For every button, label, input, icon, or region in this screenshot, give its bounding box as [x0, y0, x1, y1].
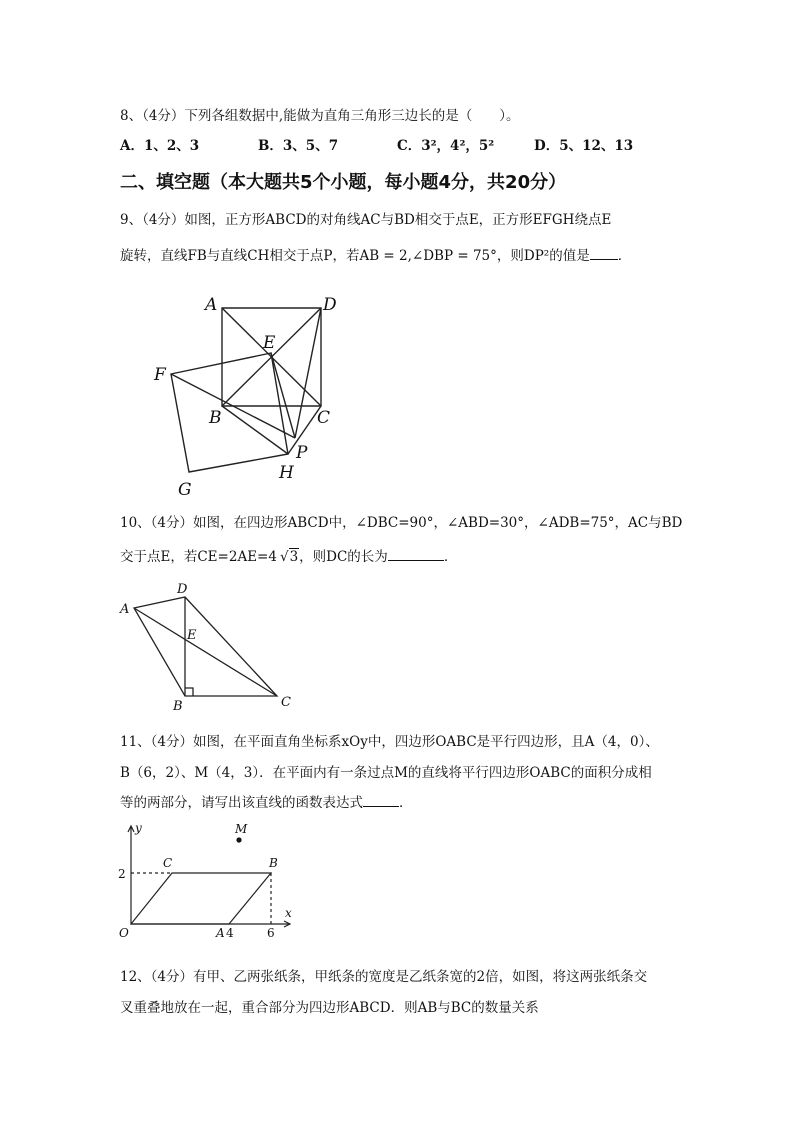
label-b: B — [209, 408, 222, 428]
q10-line2-text: 交于点E，若CE=2AE=4 — [120, 549, 277, 565]
q10-line2 — [120, 545, 457, 565]
label-p: P — [296, 443, 308, 463]
q10-line2-dot: ． — [443, 549, 458, 565]
right-angle-mark — [185, 688, 193, 696]
label-x: x — [285, 906, 292, 920]
q10-figure — [115, 580, 300, 715]
q9-line2 — [120, 244, 631, 264]
q12-line2: 叉重叠地放在一起，重合部分为四边形ABCD．则AB与BC的数量关系 — [120, 1000, 539, 1016]
q12-line1: 12、（4分）有甲、乙两张纸条，甲纸条的宽度是乙纸条宽的2倍，如图，将这两张纸条交 — [120, 969, 648, 985]
label-c: C — [281, 695, 291, 710]
q10-answer-blank — [388, 548, 444, 561]
label-d: D — [177, 582, 188, 597]
quadrilateral-abcd — [134, 597, 277, 696]
q9-answer-blank — [590, 247, 618, 260]
label-a: A — [205, 295, 218, 315]
label-m: M — [235, 822, 248, 836]
q8-stem: 8、（4分）下列各组数据中,能做为直角三角形三边长的是（ ）。 — [120, 108, 520, 124]
tick-2: 2 — [118, 867, 126, 881]
q11-line3-text: 等的两部分，请写出该直线的函数表达式 — [120, 795, 363, 811]
q10-sqrt: √3 — [279, 549, 299, 565]
section-title: 二、填空题（本大题共5个小题，每小题4分，共20分） — [120, 172, 567, 193]
q11-line3 — [120, 791, 413, 811]
tick-4: 4 — [226, 926, 234, 940]
q8-option-a: A．1、2、3 — [120, 138, 200, 154]
label-o: O — [119, 926, 129, 940]
q10-line2-end: ，则DC的长为 — [299, 549, 388, 565]
label-d: D — [323, 295, 337, 315]
label-c: C — [317, 408, 331, 428]
square-efgh — [171, 353, 288, 472]
label-e: E — [187, 628, 197, 643]
q11-line1: 11、（4分）如图，在平面直角坐标系xOy中，四边形OABC是平行四边形，且A（4，0）、 — [120, 734, 659, 750]
q10-sqrt-radicand: 3 — [289, 549, 299, 565]
q9-line2-text: 旋转，直线FB与直线CH相交于点P，若AB = 2,∠DBP = 75°，则DP²的值是 — [120, 248, 590, 264]
q11-figure — [115, 818, 300, 943]
q8-option-c: C．3²，4²，5² — [397, 138, 495, 154]
point-m — [236, 837, 241, 842]
tick-6: 6 — [267, 926, 275, 940]
diagonal-ac — [134, 608, 277, 696]
parallelogram-oabc — [131, 873, 271, 924]
q11-line3-end: ． — [399, 795, 413, 811]
label-e: E — [263, 333, 276, 353]
label-a: A — [216, 926, 225, 940]
label-f: F — [154, 365, 166, 385]
label-b: B — [269, 856, 278, 870]
q11-answer-blank — [363, 794, 399, 807]
q9-line2-end: ． — [617, 248, 632, 264]
label-g: G — [178, 480, 192, 500]
q9-figure — [145, 290, 345, 500]
label-h: H — [279, 463, 294, 483]
label-b: B — [173, 699, 183, 714]
label-a: A — [120, 602, 130, 617]
q8-option-d: D．5、12、13 — [534, 138, 634, 154]
label-c: C — [163, 856, 173, 870]
q9-line1: 9、（4分）如图，正方形ABCD的对角线AC与BD相交于点E，正方形EFGH绕点E — [120, 212, 612, 228]
q11-line2: B（6，2）、M（4，3）．在平面内有一条过点M的直线将平行四边形OABC的面积分成相 — [120, 765, 652, 781]
label-y: y — [135, 821, 142, 835]
q10-line1: 10、（4分）如图，在四边形ABCD中，∠DBC=90°，∠ABD=30°，∠ADB=75°，AC与BD — [120, 515, 683, 531]
q8-option-b: B．3、5、7 — [258, 138, 339, 154]
